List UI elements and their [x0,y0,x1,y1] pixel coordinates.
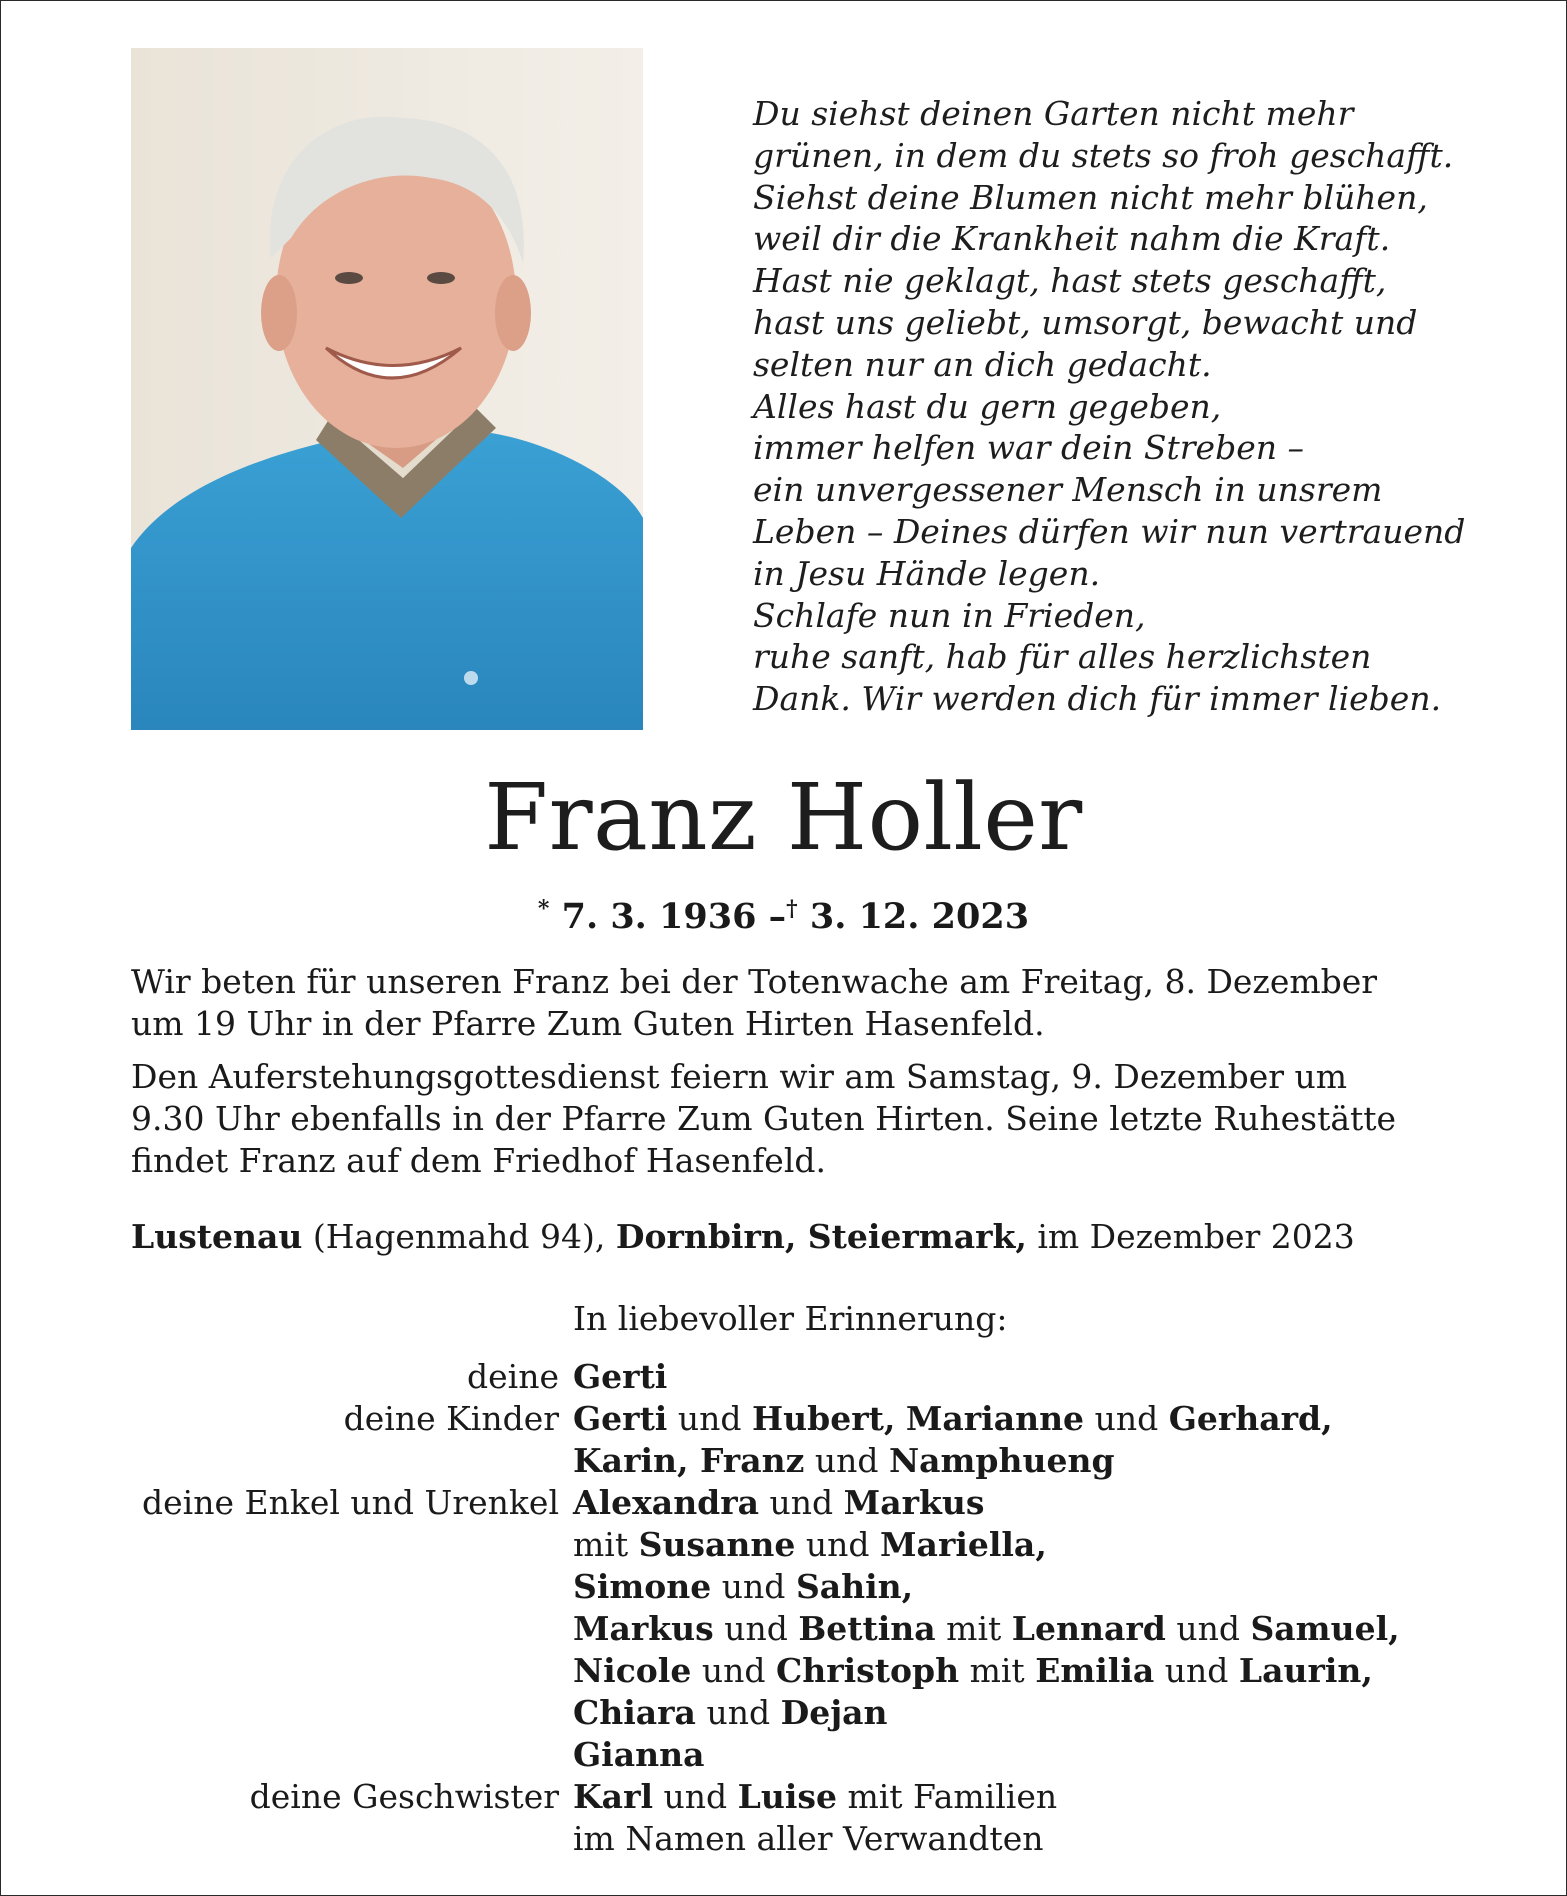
poem-line: Alles hast du gern gegeben, [753,386,1222,426]
signature-line: im Namen aller Verwandten [573,1819,1044,1858]
place-address: (Hagenmahd 94), [312,1217,606,1256]
family-value [573,1440,1115,1482]
poem-line: Siehst deine Blumen nicht mehr blühen, [753,177,1428,217]
family-row-wife [1,1356,1566,1398]
family-label-empty [1,1524,573,1566]
connector-text: und [663,1777,728,1816]
family-row-grandchildren [1,1482,1566,1524]
family-row-gc-6 [1,1692,1566,1734]
family-value [573,1692,888,1734]
poem-line: ein unvergessener Mensch in unsrem [753,470,1383,510]
poem-line: weil dir die Krankheit nahm die Kraft. [753,219,1391,259]
connector-text: und [1094,1399,1159,1438]
family-value [573,1482,984,1524]
family-label: deine Geschwister [249,1777,559,1816]
service-line-1: Den Auferstehungsgottesdienst feiern wir am Samstag, 9. Dezember um [131,1057,1348,1096]
family-label-empty [1,1440,573,1482]
poem-line: Leben – Deines dürfen wir nun vertrauend [753,511,1466,551]
family-value [573,1650,1373,1692]
connector-text: und [805,1525,870,1564]
family-row-children [1,1398,1566,1440]
family-member: Gerti [573,1399,668,1438]
family-value [573,1566,913,1608]
family-member: Marianne [905,1399,1085,1438]
birth-date: 7. 3. 1936 [561,896,757,937]
family-row-children-cont [1,1440,1566,1482]
family-label: deine Kinder [343,1399,559,1438]
family-label: deine [467,1357,559,1396]
connector-text: und [701,1651,766,1690]
poem-line: hast uns geliebt, umsorgt, bewacht und [753,302,1418,342]
family-label-empty [1,1650,573,1692]
sweater-logo-shape [464,671,478,685]
family-member: Alexandra [573,1483,760,1522]
family-member: Markus [573,1609,714,1648]
family-member: Bettina [798,1609,936,1648]
eye-left-shape [335,272,363,284]
connector-text: mit [573,1525,629,1564]
family-member: Simone [573,1567,712,1606]
family-value [573,1608,1400,1650]
family-member: Luise [737,1777,837,1816]
family-member: Markus [843,1483,985,1522]
family-label-empty [1,1566,573,1608]
poem-line: grünen, in dem du stets so froh geschafft. [753,135,1454,175]
family-label-empty [1,1608,573,1650]
family-member: Samuel, [1250,1609,1400,1648]
poem-line: selten nur an dich gedacht. [753,344,1212,384]
family-value [573,1524,1047,1566]
ear-right-shape [495,275,531,351]
poem-line: Du siehst deinen Garten nicht mehr [753,94,1354,133]
poem-line: Hast nie geklagt, hast stets geschafft, [753,261,1387,301]
siblings-suffix: mit Familien [847,1777,1058,1816]
wake-line-1: Wir beten für unseren Franz bei der Totenwache am Freitag, 8. Dezember [131,962,1378,1001]
family-member: Laurin, [1238,1651,1373,1690]
memorial-heading: In liebevoller Erinnerung: [573,1299,1008,1338]
life-dates [1,887,1566,939]
family-member: Christoph [775,1651,960,1690]
place-others: Dornbirn, Steiermark, [615,1217,1027,1256]
family-list [1,1356,1566,1818]
family-row-siblings [1,1776,1566,1818]
place-and-date [131,1216,1355,1258]
family-row-gc-3 [1,1566,1566,1608]
wake-line-2: um 19 Uhr in der Pfarre Zum Guten Hirten Hasenfeld. [131,1004,1045,1043]
ear-left-shape [261,275,297,351]
date-separator: – [768,896,787,937]
eye-right-shape [427,272,455,284]
death-date: 3. 12. 2023 [809,896,1030,937]
connector-text: und [721,1567,786,1606]
connector-text: und [677,1399,742,1438]
family-label-empty [1,1734,573,1776]
place-city: Lustenau [131,1217,303,1256]
family-member: Mariella, [880,1525,1047,1564]
family-member: Namphueng [888,1441,1115,1480]
connector-text: und [814,1441,879,1480]
service-line-2: 9.30 Uhr ebenfalls in der Pfarre Zum Guten Hirten. Seine letzte Ruhestätte [131,1099,1397,1138]
wake-paragraph [131,961,1439,1045]
connector-text: und [724,1609,788,1648]
death-symbol: † [786,896,798,922]
family-member: Lennard [1011,1609,1166,1648]
family-row-gc-7 [1,1734,1566,1776]
family-member: Susanne [638,1525,796,1564]
family-member: Karin, Franz [573,1441,805,1480]
poem-line: Dank. Wir werden dich für immer lieben. [753,679,1442,719]
connector-text: mit [969,1651,1025,1690]
service-line-3: findet Franz auf dem Friedhof Hasenfeld. [131,1141,826,1180]
connector-text: und [706,1693,771,1732]
connector-text: und [1176,1609,1240,1648]
family-member: Hubert, [751,1399,896,1438]
family-row-gc-2 [1,1524,1566,1566]
family-member: Gerhard, [1168,1399,1333,1438]
service-paragraph [131,1056,1439,1182]
family-member: Sahin, [795,1567,914,1606]
family-value [573,1398,1333,1440]
family-row-gc-4 [1,1608,1566,1650]
family-value [573,1356,667,1398]
family-row-gc-5 [1,1650,1566,1692]
portrait-illustration [131,48,643,730]
family-member: Emilia [1035,1651,1155,1690]
poem-line: in Jesu Hände legen. [753,553,1101,593]
family-member: Chiara [573,1693,696,1732]
connector-text: und [769,1483,834,1522]
family-member: Gerti [573,1357,668,1396]
family-value [573,1776,1057,1818]
family-value [573,1734,704,1776]
family-member: Nicole [573,1651,692,1690]
connector-text: und [1164,1651,1229,1690]
poem [753,93,1513,720]
birth-symbol: * [537,896,550,922]
connector-text: mit [946,1609,1002,1648]
family-label-empty [1,1692,573,1734]
family-member: Gianna [573,1735,705,1774]
family-member: Karl [573,1777,653,1816]
poem-line: Schlafe nun in Frieden, [753,595,1146,635]
family-member: Dejan [780,1693,888,1732]
portrait-photo [131,48,643,730]
poem-line: ruhe sanft, hab für alles herzlichsten [753,637,1372,677]
place-date: im Dezember 2023 [1037,1217,1355,1256]
family-label: deine Enkel und Urenkel [142,1483,559,1522]
poem-line: immer helfen war dein Streben – [753,428,1304,468]
deceased-name: Franz Holler [484,764,1083,871]
